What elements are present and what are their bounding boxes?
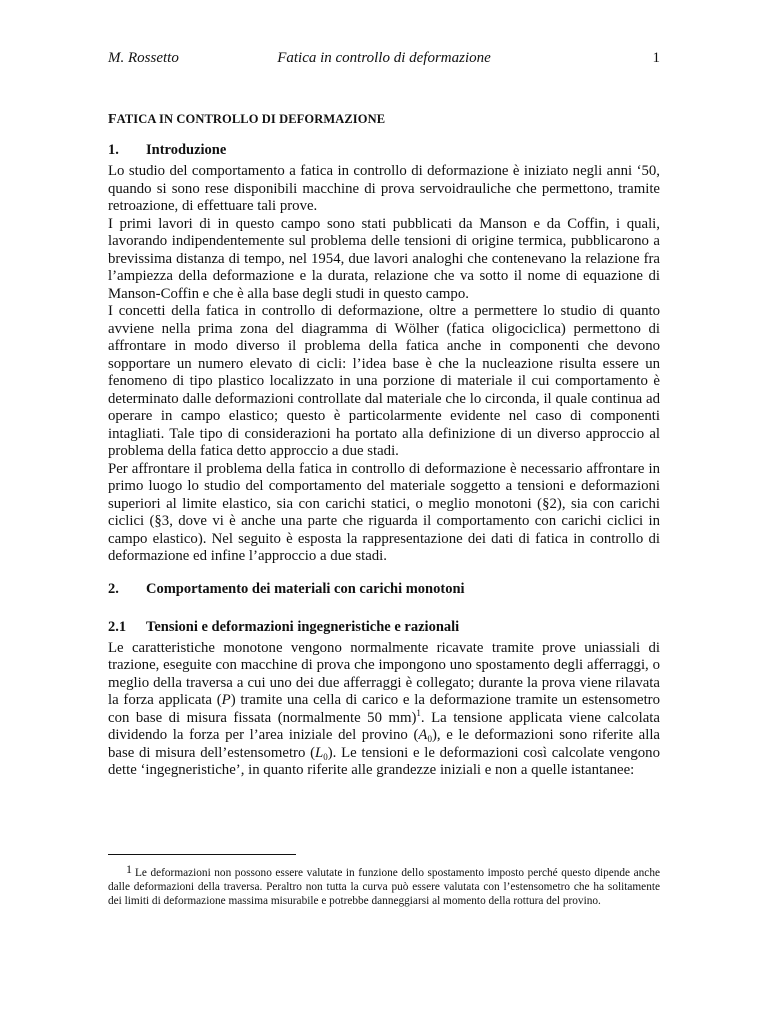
header-title: Fatica in controllo di deformazione (277, 50, 491, 66)
footnote-separator (108, 854, 296, 855)
document-title (108, 110, 660, 129)
section-1-number: 1. (108, 142, 119, 158)
section-2-1-paragraph: Le caratteristiche monotone vengono normalmente ricavate tramite prove uniassiali di trazione, eseguite con macchine di prova che impongono uno spostamento degli afferraggi, o meglio della traversa a cui uno dei due afferraggi è collegato; durante la prova viene rilavata la forza applicata (P) tramite una cella di carico e la deformazione tramite un estensometro con base di misura fissata (normalmente 50 mm)$^1$. La tensione applicata viene calcolata dividendo la forza per l’area iniziale del provino $(A_0)$, e le deformazioni sono riferite alla base di misura dell’estensometro $(L_0)$. Le tensioni e le deformazioni così calcolate vengono dette ‘ingegneristiche’, in quanto riferite alle grandezze iniziali e non a quelle istantanee: (108, 639, 661, 778)
running-header (108, 50, 660, 72)
header-author: M. Rossetto (108, 50, 179, 66)
section-2-number: 2. (108, 580, 119, 597)
section-1-title: Introduzione (146, 142, 227, 158)
page-content (108, 110, 660, 780)
document-title-rest: ATICA IN CONTROLLO DI DEFORMAZIONE (116, 112, 386, 126)
footnote-mark: 1 (126, 862, 132, 876)
section-1-paragraph: Per affrontare il problema della fatica in controllo di deformazione è necessario affrontare in primo luogo lo studio del comportamento del materiale soggetto a tensioni e deformazioni superiori al limite elastico, sia con carichi statici, o meglio monotoni (§2), sia con carichi ciclici (§3, dove vi è anche una parte che riguarda il comportamento con carichi ciclici in campo elastico). Nel seguito è esposta la rappresentazione dei dati di fatica in controllo di deformazione ed infine l’approccio a due stadi. (108, 460, 660, 564)
section-1-heading (108, 141, 660, 159)
section-2-1-title: Tensioni e deformazioni ingegneristiche e razionali (146, 618, 460, 635)
section-1-paragraph: Lo studio del comportamento a fatica in controllo di deformazione è iniziato negli anni ‘50, quando si sono rese disponibili macchine di prova servoidrauliche che permettono, tramite retroazione, di effettuare tali prove. (108, 163, 660, 214)
page-number: 1 (652, 50, 660, 66)
footnote (108, 862, 660, 908)
section-1-paragraph: I primi lavori di in questo campo sono stati pubblicati da Manson e da Coffin, i quali, lavorando indipendentemente sul problema delle tensioni di origine termica, pubblicarono a brevissima distanza di tempo, nel 1954, due lavori analoghi che contenevano la relazione fra l’ampiezza della deformazione e la durata, relazione che va sotto il nome di equazione di Manson-Coffin e che è alla base degli studi in questo campo. (108, 215, 660, 302)
section-1-paragraph: I concetti della fatica in controllo di deformazione, oltre a permettere lo studio di quanto avviene nella prima zona del diagramma di Wölher (fatica oligociclica) permettono di affrontare in modo diverso il problema della fatica anche in componenti che devono sopportare un numero elevato di cicli: l’idea base è che la nucleazione risulta essere un fenomeno di tipo plastico localizzato in una porzione di materiale il cui comportamento è determinato dalle deformazioni controllate dal materiale che lo circonda, il quale continua ad operare in campo elastico; questo è particolarmente evidente nel caso di componenti intagliati. Tale tipo di considerazioni ha portato alla definizione di un diverso approccio al problema della fatica detto approccio a due stadi. (108, 303, 660, 459)
section-2-title: Comportamento dei materiali con carichi monotoni (146, 580, 465, 597)
document-title-initial: F (108, 112, 117, 127)
section-2-1-number: 2.1 (108, 618, 127, 635)
footnote-reference: 1 (416, 707, 421, 718)
section-2-1-heading (108, 618, 660, 636)
section-2-heading (108, 580, 660, 598)
footnote-text: Le deformazioni non possono essere valutate in funzione dello spostamento imposto perché questo dipende anche dalle deformazioni della traversa. Peraltro non tutta la curva può essere valutata con l’estensometro che ha solitamente dei limiti di deformazione massima misurabile e potrebbe danneggiarsi al momento della rottura del provino. (108, 867, 660, 907)
